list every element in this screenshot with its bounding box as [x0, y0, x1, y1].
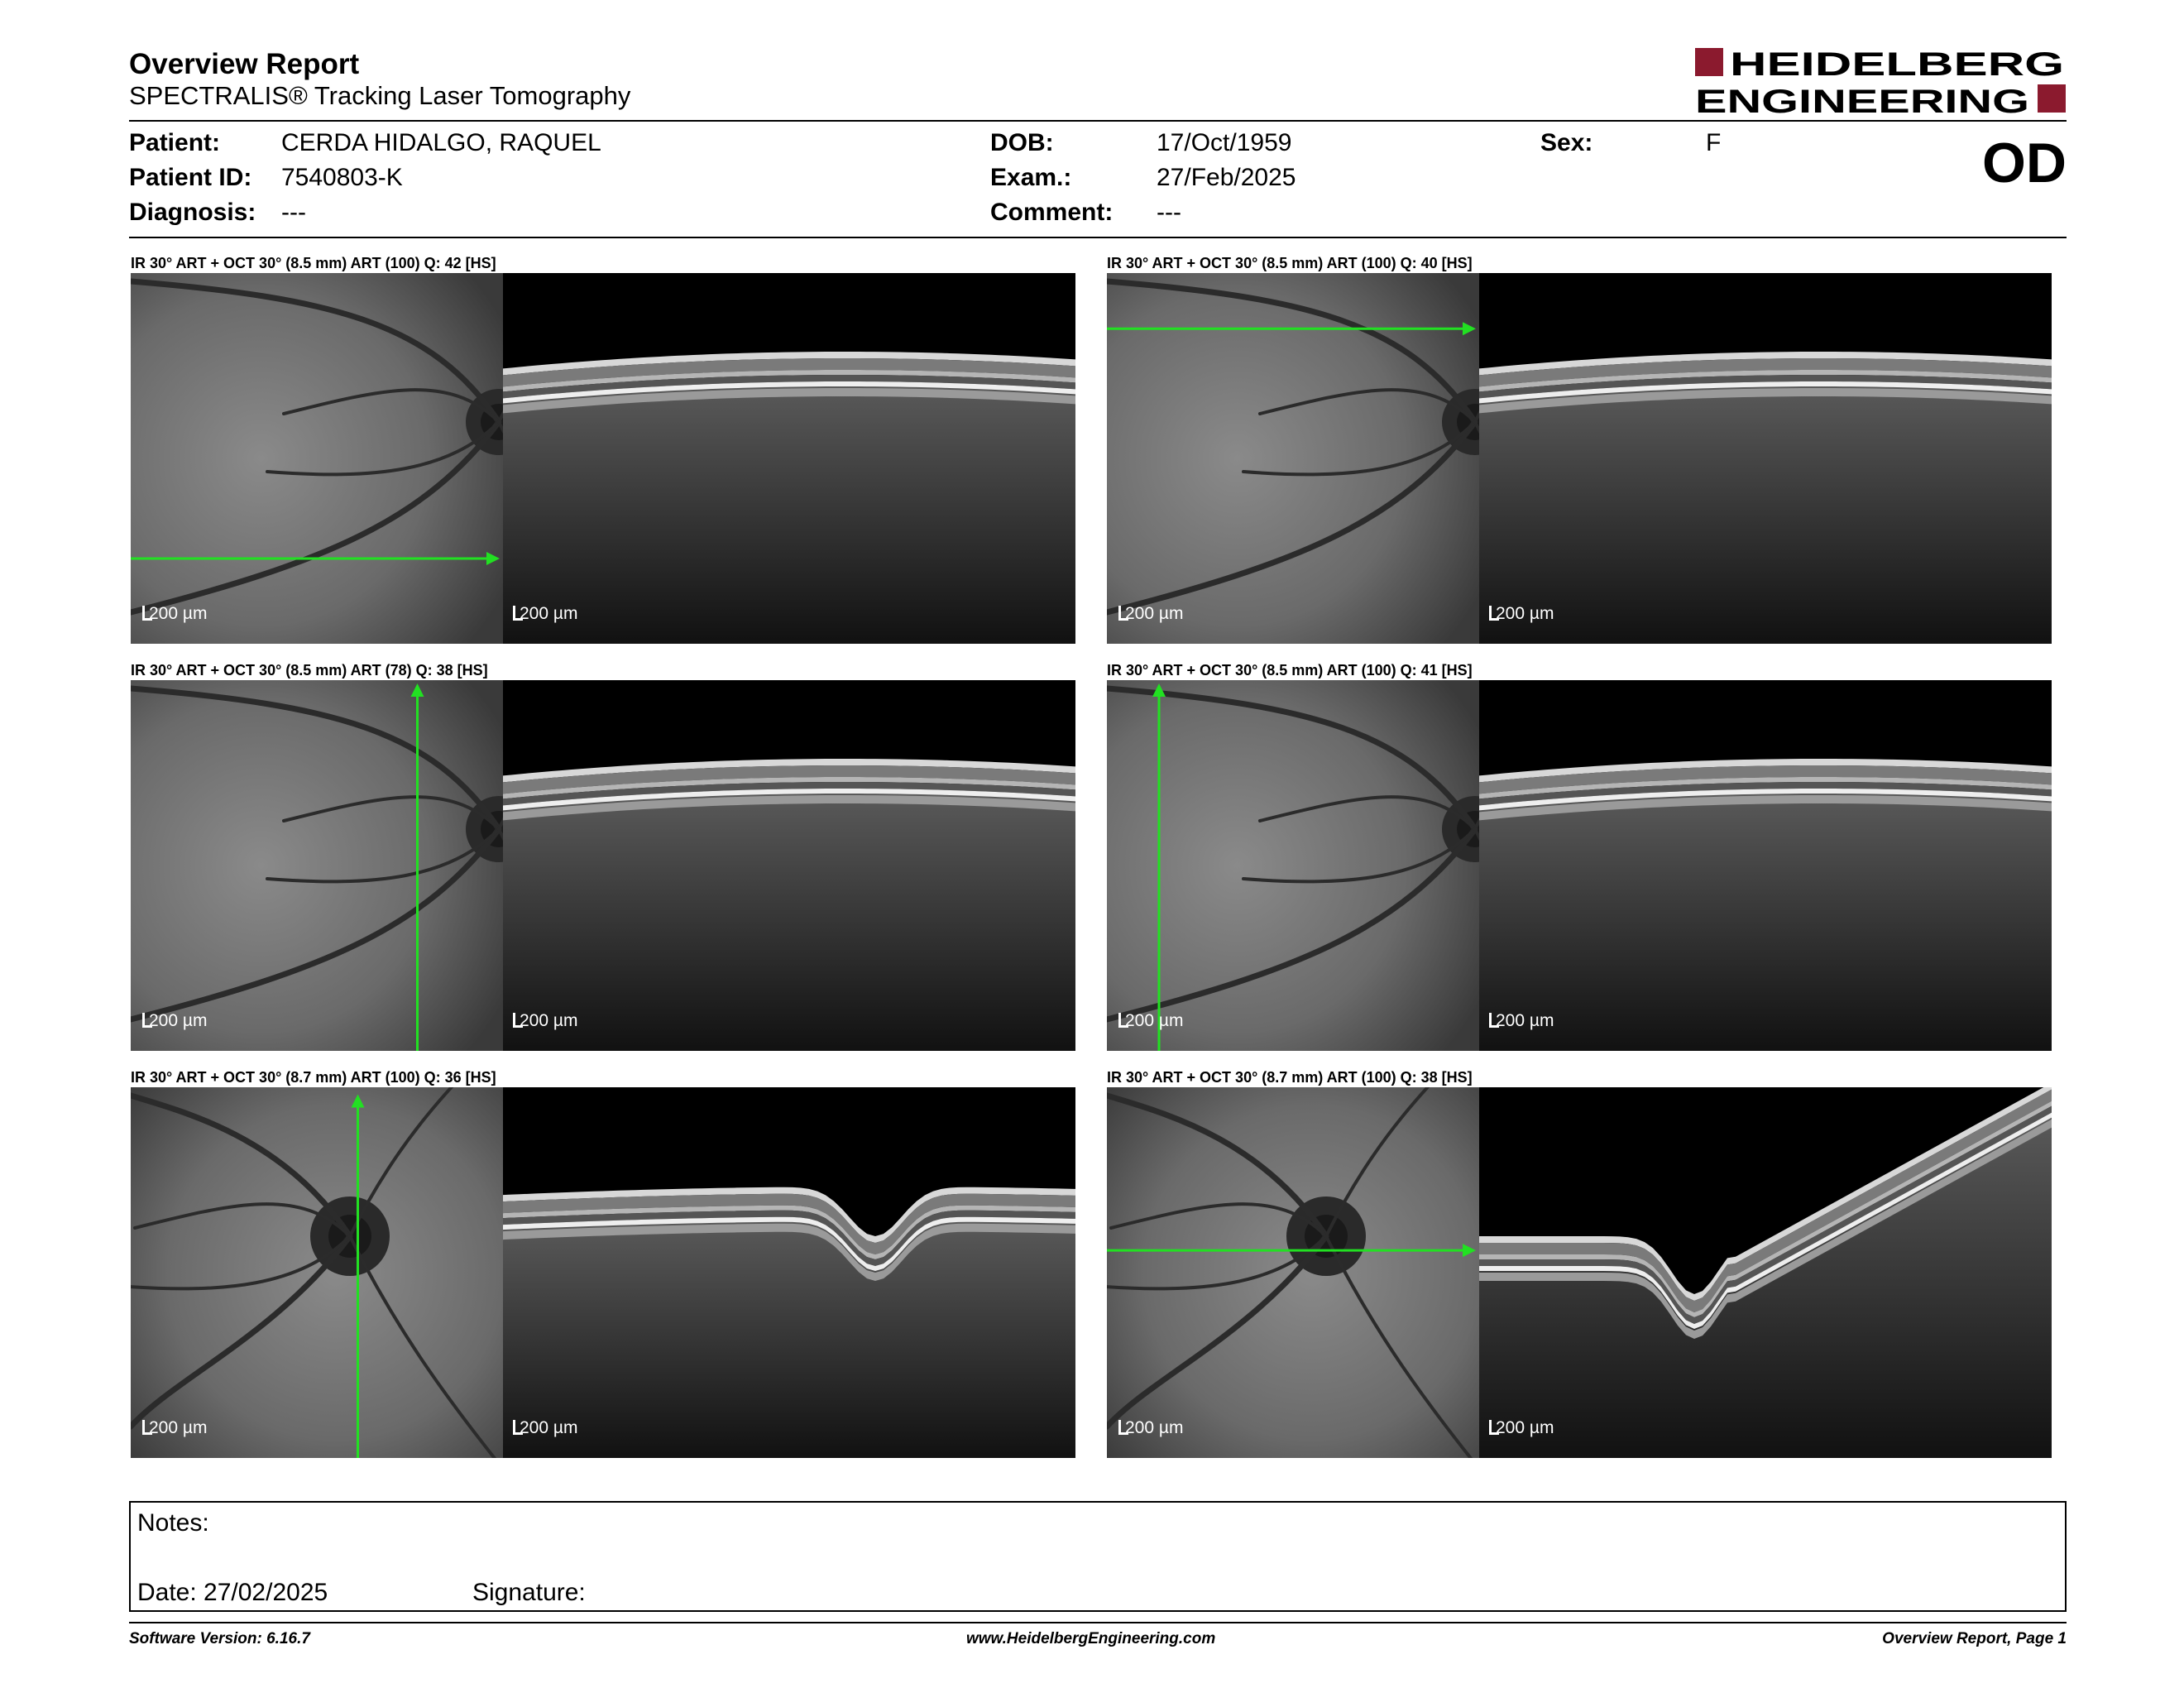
oct-bscan [503, 680, 1075, 1051]
fundus-image [131, 680, 503, 1051]
page-number: Overview Report, Page 1 [1882, 1630, 2067, 1647]
footer-rule [129, 1622, 2067, 1623]
patient-id-label: Patient ID: [129, 164, 252, 191]
report-title: Overview Report [129, 48, 360, 80]
sex-label: Sex: [1540, 129, 1593, 156]
fundus-image [131, 273, 503, 644]
date-label: Date: 27/02/2025 [137, 1579, 328, 1606]
patient-id-value: 7540803-K [281, 164, 403, 191]
fundus-image [1107, 680, 1479, 1051]
panel-6-title: IR 30° ART + OCT 30° (8.7 mm) ART (100) Q: 38 [HS] [1107, 1069, 1473, 1086]
panel-4: 200 µm 200 µm [1107, 680, 2052, 1051]
sex-value: F [1706, 129, 1722, 156]
diagnosis-value: --- [281, 199, 306, 226]
patient-label: Patient: [129, 129, 221, 156]
panel-5-title: IR 30° ART + OCT 30° (8.7 mm) ART (100) Q: 36 [HS] [131, 1069, 496, 1086]
header-rule [129, 120, 2067, 122]
website-link[interactable]: www.HeidelbergEngineering.com [966, 1630, 1216, 1647]
oct-bscan [1479, 680, 2052, 1051]
svg-text:ENGINEERING: ENGINEERING [1695, 84, 2029, 116]
notes-label: Notes: [137, 1509, 209, 1537]
panel-2: 200 µm 200 µm [1107, 273, 2052, 644]
oct-bscan [1479, 1087, 2052, 1458]
svg-text:HEIDELBERG: HEIDELBERG [1730, 46, 2064, 83]
oct-bscan [1479, 273, 2052, 644]
comment-label: Comment: [990, 199, 1114, 226]
exam-label: Exam.: [990, 164, 1072, 191]
panel-3-title: IR 30° ART + OCT 30° (8.5 mm) ART (78) Q: 38 [HS] [131, 662, 488, 679]
fundus-image [1107, 1087, 1479, 1458]
panel-1-title: IR 30° ART + OCT 30° (8.5 mm) ART (100) Q: 42 [HS] [131, 255, 496, 271]
panel-5: 200 µm 200 µm [131, 1087, 1075, 1458]
info-rule [129, 237, 2067, 238]
panel-4-title: IR 30° ART + OCT 30° (8.5 mm) ART (100) Q: 41 [HS] [1107, 662, 1473, 679]
patient-name: CERDA HIDALGO, RAQUEL [281, 129, 601, 156]
panel-2-title: IR 30° ART + OCT 30° (8.5 mm) ART (100) Q: 40 [HS] [1107, 255, 1473, 271]
heidelberg-logo [1695, 46, 2066, 116]
signature-label: Signature: [472, 1579, 586, 1606]
panel-3: 200 µm 200 µm [131, 680, 1075, 1051]
exam-value: 27/Feb/2025 [1157, 164, 1296, 191]
notes-box[interactable] [129, 1501, 2067, 1612]
diagnosis-label: Diagnosis: [129, 199, 256, 226]
oct-bscan [503, 273, 1075, 644]
panel-1: 200 µm 200 µm [131, 273, 1075, 644]
eye-indicator: OD [1982, 132, 2067, 194]
software-version: Software Version: 6.16.7 [129, 1630, 310, 1647]
oct-bscan [503, 1087, 1075, 1458]
comment-value: --- [1157, 199, 1181, 226]
fundus-image [1107, 273, 1479, 644]
fundus-image [131, 1087, 503, 1458]
dob-label: DOB: [990, 129, 1054, 156]
dob-value: 17/Oct/1959 [1157, 129, 1292, 156]
panel-6: 200 µm 200 µm [1107, 1087, 2052, 1458]
report-subtitle: SPECTRALIS® Tracking Laser Tomography [129, 81, 631, 110]
